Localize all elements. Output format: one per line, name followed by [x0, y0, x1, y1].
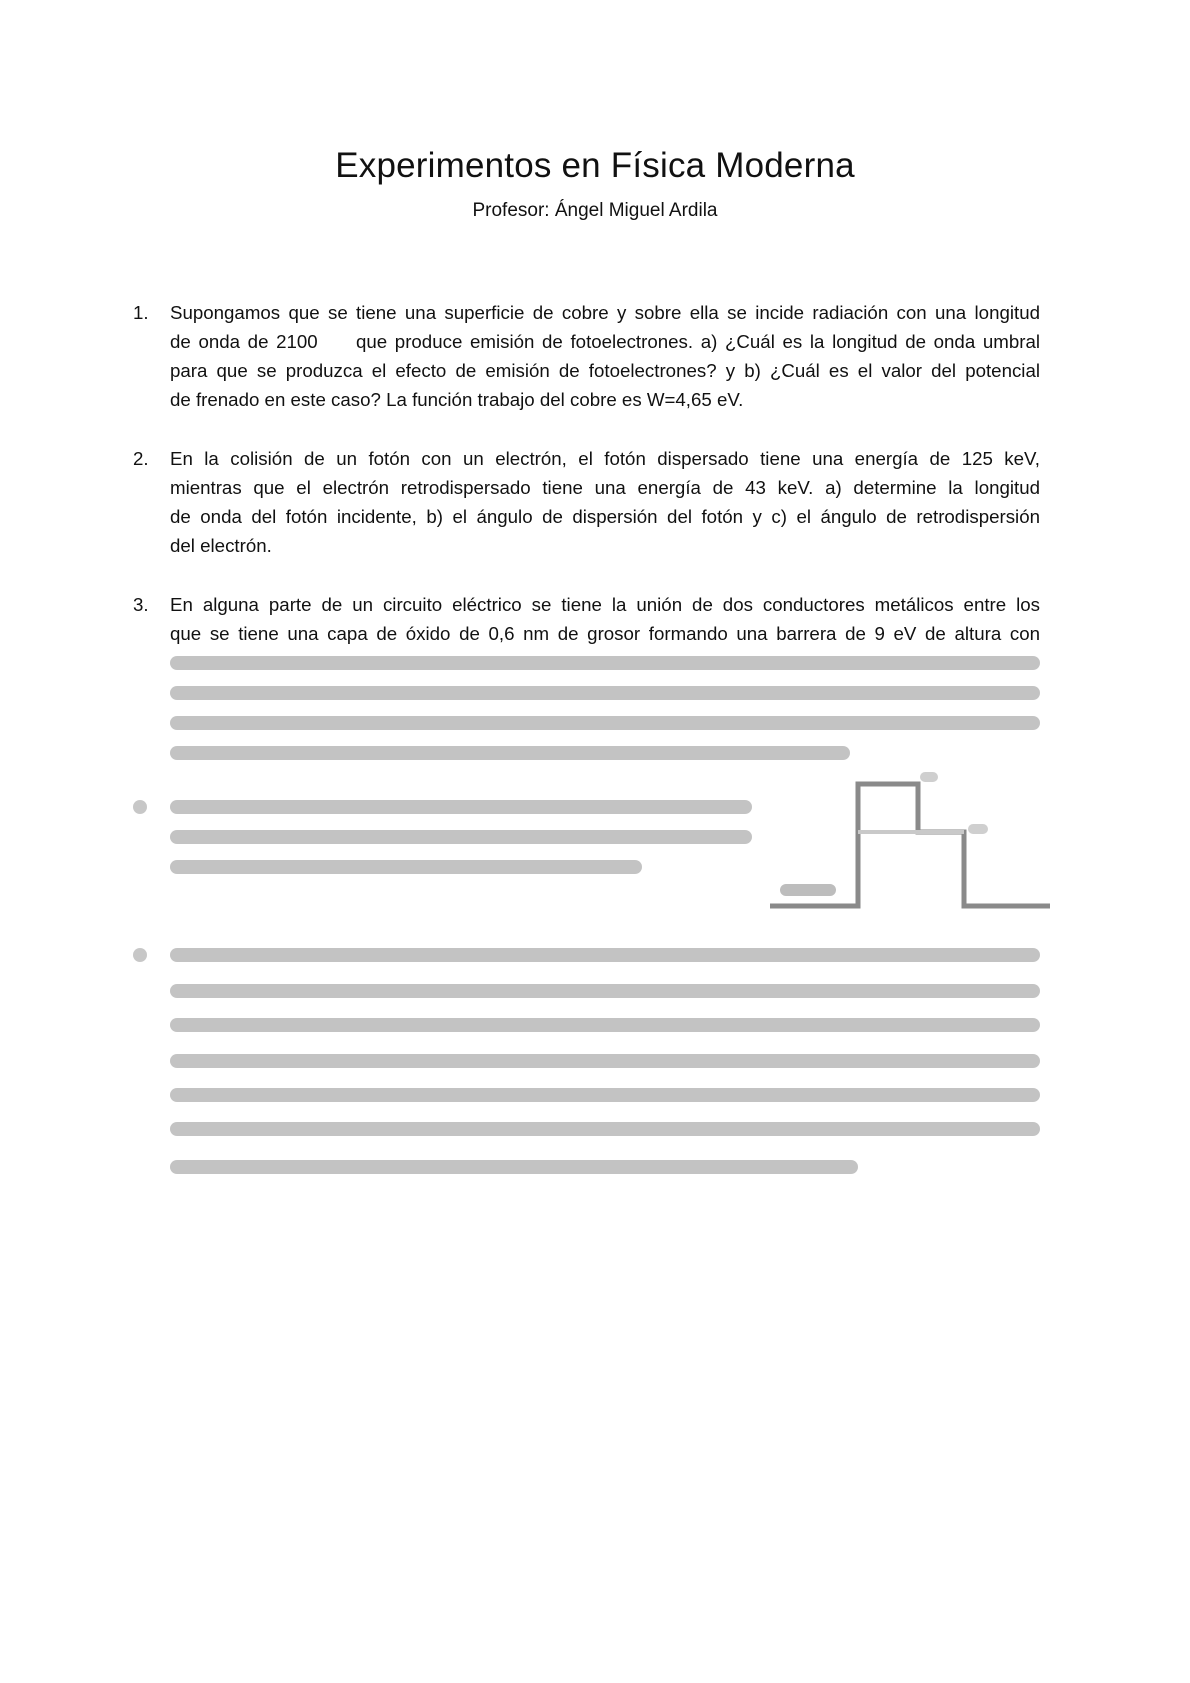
text-line: mientras que el electrón retrodispersado tiene una energía de 43 keV. a) determine la longitud	[170, 477, 1040, 498]
blurred-line	[170, 860, 642, 874]
blurred-number	[133, 948, 147, 962]
text-line: de onda del fotón incidente, b) el ángulo de dispersión del fotón y c) el ángulo de retrodispersión	[170, 506, 1040, 527]
page-title: Experimentos en Física Moderna	[335, 146, 855, 185]
blurred-line	[170, 948, 1040, 962]
blurred-line	[170, 746, 850, 760]
text-line: para que se produzca el efecto de emisión de fotoelectrones? y b) ¿Cuál es el valor del potencial	[170, 360, 1040, 381]
blurred-line	[170, 716, 1040, 730]
blurred-line	[170, 656, 1040, 670]
page-subtitle: Profesor: Ángel Miguel Ardila	[472, 200, 718, 221]
blurred-label	[780, 884, 836, 896]
blurred-line	[170, 1160, 858, 1174]
text-line: Supongamos que se tiene una superficie de cobre y sobre ella se incide radiación con una longitud	[170, 302, 1040, 323]
blurred-line	[170, 686, 1040, 700]
blurred-line	[170, 1054, 1040, 1068]
question-text	[170, 590, 1040, 648]
text-line: En la colisión de un fotón con un electrón, el fotón dispersado tiene una energía de 125 keV,	[170, 448, 1040, 469]
blurred-line	[170, 1088, 1040, 1102]
text-line: que se tiene una capa de óxido de 0,6 nm de grosor formando una barrera de 9 eV de altura con	[170, 623, 1040, 644]
text-line: de onda de 2100 que produce emisión de fotoelectrones. a) ¿Cuál es la longitud de onda umbral	[170, 331, 1040, 352]
text-line: del electrón.	[170, 535, 272, 556]
text-line: En alguna parte de un circuito eléctrico se tiene la unión de dos conductores metálicos entre los	[170, 594, 1040, 615]
question-text	[170, 298, 1040, 414]
blurred-label	[968, 824, 988, 834]
question-text	[170, 444, 1040, 560]
text-line: de frenado en este caso? La función trabajo del cobre es W=4,65 eV.	[170, 389, 744, 410]
question-number: 3.	[133, 594, 149, 615]
blurred-line	[170, 800, 752, 814]
blurred-number	[133, 800, 147, 814]
blurred-line	[170, 984, 1040, 998]
blurred-line	[170, 1018, 1040, 1032]
blurred-line	[170, 830, 752, 844]
question-number: 2.	[133, 448, 149, 469]
question-number: 1.	[133, 302, 149, 323]
potential-barrier-diagram	[770, 772, 1050, 914]
blurred-label	[920, 772, 938, 782]
blurred-line	[170, 1122, 1040, 1136]
